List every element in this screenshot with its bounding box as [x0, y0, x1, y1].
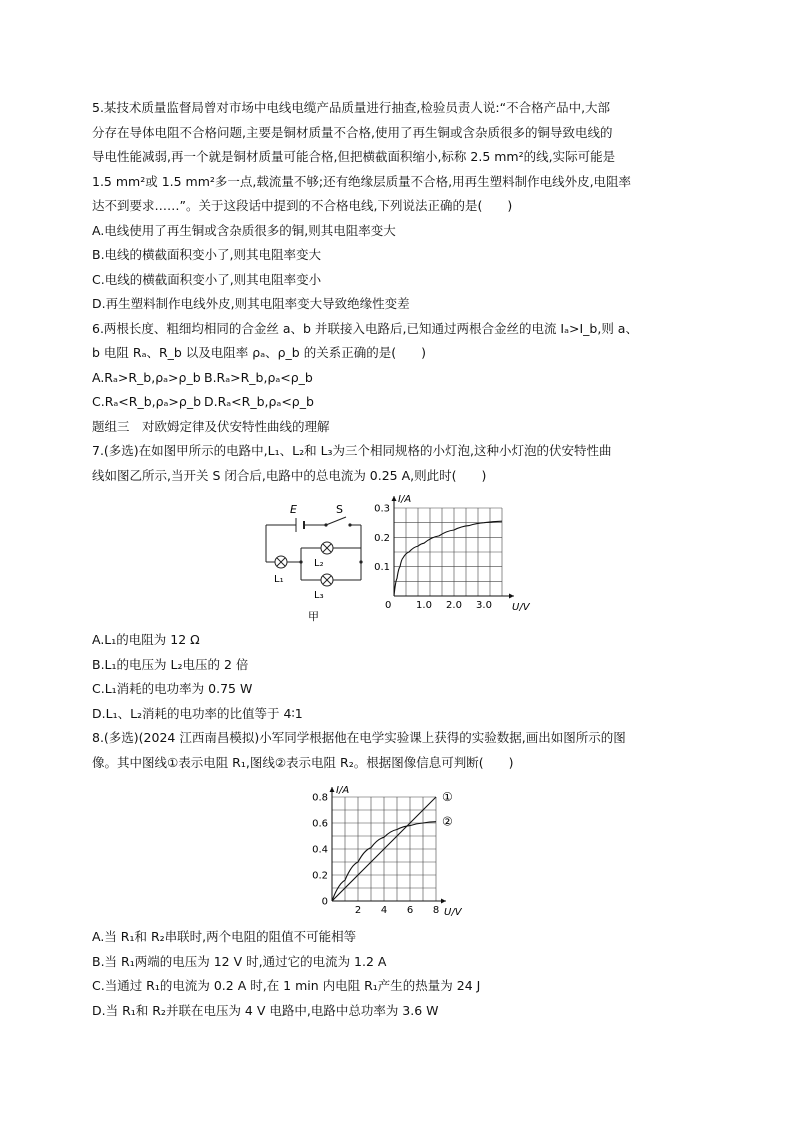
- y-tick-label: 0.2: [312, 870, 328, 882]
- q5-line: 1.5 mm²或 1.5 mm²多一点,载流量不够;还有绝缘层质量不合格,用再生塑料制作电线外皮,电阻率: [92, 173, 632, 189]
- q6-line: 6.两根长度、粗细均相同的合金丝 a、b 并联接入电路后,已知通过两根合金丝的电流 Iₐ>I_b,则 a、: [92, 320, 638, 336]
- x-axis-arrow-icon: [441, 899, 446, 904]
- q5-line: 5.某技术质量监督局曾对市场中电线电缆产品质量进行抽查,检验员责人说:“不合格产品中,大部: [92, 100, 611, 115]
- q6-option-a: A.Rₐ>R_b,ρₐ>ρ_b: [92, 369, 201, 385]
- q6-line: b 电阻 Rₐ、R_b 以及电阻率 ρₐ、ρ_b 的关系正确的是( ): [92, 345, 426, 360]
- question-7: [92, 439, 712, 726]
- x-axis-label: U/V: [444, 907, 462, 918]
- circuit-diagram: [256, 498, 376, 628]
- q7-line: 线如图乙所示,当开关 S 闭合后,电路中的总电流为 0.25 A,则此时( ): [92, 467, 487, 483]
- series-label: ②: [442, 814, 453, 829]
- y-tick-label: 0.2: [374, 532, 390, 544]
- y-axis-label: I/A: [398, 494, 412, 505]
- question-6: [92, 317, 712, 415]
- q8-option-b: B.当 R₁两端的电压为 12 V 时,通过它的电流为 1.2 A: [92, 953, 387, 969]
- q8-line: 8.(多选)(2024 江西南昌模拟)小军同学根据他在电学实验课上获得的实验数据,画出如图所示的图: [92, 730, 626, 745]
- series-curve: [394, 521, 502, 596]
- y-tick-label: 0.8: [312, 792, 328, 804]
- q5-line: 达不到要求……”。关于这段话中提到的不合格电线,下列说法正确的是( ): [92, 198, 513, 213]
- y-axis-arrow-icon: [330, 787, 335, 792]
- x-tick-label: 1.0: [416, 600, 432, 611]
- question-5: [92, 96, 712, 317]
- q5-option-c: C.电线的横截面积变小了,则其电阻率变小: [92, 271, 322, 287]
- q5-option-a: A.电线使用了再生铜或含杂质很多的铜,则其电阻率变大: [92, 222, 396, 238]
- y-tick-label: 0: [321, 896, 328, 908]
- q7-figure: [92, 488, 712, 628]
- group-3-heading: 题组三 对欧姆定律及伏安特性曲线的理解: [92, 418, 330, 434]
- resistor-iv-chart: [302, 775, 482, 925]
- battery-label: E: [290, 503, 297, 516]
- q8-figure: [92, 775, 712, 925]
- switch-label: S: [336, 503, 343, 516]
- q7-option-a: A.L₁的电阻为 12 Ω: [92, 632, 200, 647]
- q6-option-b: B.Rₐ>R_b,ρₐ<ρ_b: [204, 369, 313, 385]
- q8-option-d: D.当 R₁和 R₂并联在电压为 4 V 电路中,电路中总功率为 3.6 W: [92, 1002, 439, 1018]
- y-tick-label: 0.1: [374, 562, 390, 574]
- x-tick-label: 8: [432, 905, 440, 916]
- q7-option-d: D.L₁、L₂消耗的电功率的比值等于 4∶1: [92, 705, 303, 721]
- l1-label: L₁: [274, 574, 284, 585]
- x-tick-label: 6: [406, 905, 414, 916]
- iv-curve-chart: [372, 490, 532, 625]
- q6-options-row: [92, 390, 712, 415]
- lamp-l3-icon: [321, 574, 333, 586]
- x-tick-label: 2: [354, 905, 362, 916]
- x-tick-label: 2.0: [446, 600, 462, 611]
- question-8: [92, 726, 712, 1023]
- y-tick-label: 0.6: [312, 818, 328, 830]
- y-axis-arrow-icon: [392, 496, 397, 501]
- x-tick-label: 3.0: [476, 600, 492, 611]
- q5-option-d: D.再生塑料制作电线外皮,则其电阻率变大导致绝缘性变差: [92, 296, 410, 311]
- q7-line: 7.(多选)在如图甲所示的电路中,L₁、L₂和 L₃为三个相同规格的小灯泡,这种小灯泡的伏安特性曲: [92, 443, 612, 458]
- q6-option-d: D.Rₐ<R_b,ρₐ<ρ_b: [204, 394, 314, 409]
- circuit-caption: 甲: [308, 610, 319, 623]
- x-axis-arrow-icon: [509, 594, 514, 599]
- y-tick-label: 0.4: [312, 844, 328, 856]
- q7-option-c: C.L₁消耗的电功率为 0.75 W: [92, 681, 253, 696]
- lamp-l2-icon: [321, 542, 333, 554]
- q5-option-b: B.电线的横截面积变小了,则其电阻率变大: [92, 247, 322, 262]
- q7-option-b: B.L₁的电压为 L₂电压的 2 倍: [92, 656, 249, 672]
- origin-label: 0: [385, 600, 392, 611]
- q6-options-row: [92, 366, 712, 391]
- y-axis-label: I/A: [336, 785, 350, 796]
- worksheet-page: [92, 96, 712, 1023]
- q5-line: 导电性能减弱,再一个就是铜材质量可能合格,但把横截面积缩小,标称 2.5 mm²的线,实际可能是: [92, 149, 616, 164]
- x-tick-label: 4: [380, 905, 388, 916]
- q8-option-a: A.当 R₁和 R₂串联时,两个电阻的阻值不可能相等: [92, 929, 357, 944]
- series-label: ①: [442, 790, 453, 804]
- q5-line: 分存在导体电阻不合格问题,主要是铜材质量不合格,使用了再生铜或含杂质很多的铜导致电线的: [92, 124, 613, 140]
- q6-option-c: C.Rₐ<R_b,ρₐ>ρ_b: [92, 394, 202, 409]
- y-tick-label: 0.3: [374, 503, 390, 515]
- x-axis-label: U/V: [512, 602, 530, 613]
- l3-label: L₃: [314, 590, 324, 601]
- q8-option-c: C.当通过 R₁的电流为 0.2 A 时,在 1 min 内电阻 R₁产生的热量为 24 J: [92, 978, 481, 993]
- q8-line: 像。其中图线①表示电阻 R₁,图线②表示电阻 R₂。根据图像信息可判断( ): [92, 754, 514, 770]
- l2-label: L₂: [314, 558, 324, 569]
- lamp-l1-icon: [275, 556, 287, 568]
